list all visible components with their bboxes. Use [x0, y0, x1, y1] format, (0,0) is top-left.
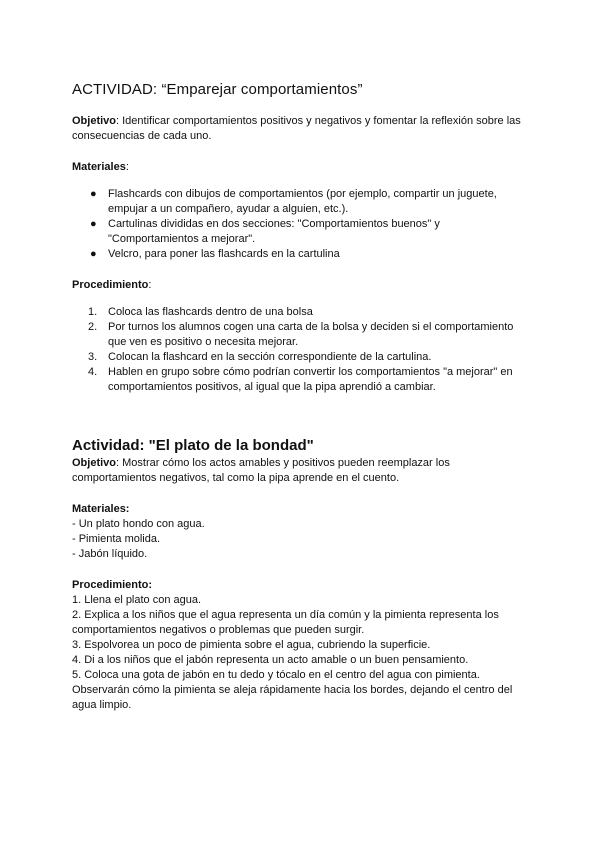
- activity2-materials-label: Materiales:: [72, 503, 130, 515]
- list-item: [88, 217, 532, 247]
- bullet-icon: ●: [90, 188, 97, 200]
- list-item-text: Flashcards con dibujos de comportamientos (por ejemplo, compartir un juguete, empujar a un compañero, ayudar a alguien, etc.).: [108, 188, 497, 215]
- activity1-procedure-colon: :: [148, 279, 152, 291]
- list-item: 3. Espolvorea un poco de pimienta sobre el agua, cubriendo la superficie.: [72, 639, 431, 651]
- list-item-text: Velcro, para poner las flashcards en la cartulina: [108, 248, 340, 260]
- list-item: - Un plato hondo con agua.: [72, 518, 205, 530]
- list-item: [88, 320, 532, 350]
- list-item: [88, 305, 532, 320]
- step-text: Hablen en grupo sobre cómo podrían convertir los comportamientos "a mejorar" en comportamientos positivos, al igual que la pipa aprendió a cambiar.: [108, 366, 513, 393]
- activity1-title: ACTIVIDAD: “Emparejar comportamientos”: [72, 81, 363, 98]
- activity1-procedure-list: [88, 305, 532, 395]
- activity1-materials-label: Materiales: [72, 161, 126, 173]
- list-item: [88, 187, 532, 217]
- activity1-materials-heading: [72, 160, 532, 175]
- list-item: 2. Explica a los niños que el agua representa un día común y la pimienta representa los comportamientos negativos o problemas que pueden surgir.: [72, 609, 499, 636]
- list-item: 5. Coloca una gota de jabón en tu dedo y tócalo en el centro del agua con pimienta. Observarán cómo la pimienta se aleja rápidamente hacia los bordes, dejando el centro del agua limpio.: [72, 669, 513, 711]
- list-item: [88, 247, 532, 262]
- list-item: - Jabón líquido.: [72, 548, 148, 560]
- step-text: Por turnos los alumnos cogen una carta de la bolsa y deciden si el comportamiento que ven es positivo o necesita mejorar.: [108, 321, 514, 348]
- bullet-icon: ●: [90, 218, 97, 230]
- activity1-procedure-label: Procedimiento: [72, 279, 149, 291]
- activity1-objective-label: Objetivo: [72, 115, 117, 127]
- document-content: [72, 80, 532, 713]
- bullet-icon: ●: [90, 248, 97, 260]
- step-number: 4.: [88, 366, 98, 378]
- step-number: 1.: [88, 306, 98, 318]
- activity1-objective: [72, 114, 532, 144]
- activity2-procedure-label: Procedimiento:: [72, 579, 153, 591]
- activity1-materials-colon: :: [125, 161, 129, 173]
- step-number: 3.: [88, 351, 98, 363]
- activity1-materials-list: [88, 187, 532, 262]
- step-number: 2.: [88, 321, 98, 333]
- step-text: Colocan la flashcard en la sección correspondiente de la cartulina.: [108, 351, 432, 363]
- activity2-objective: [72, 456, 532, 486]
- activity1-objective-text: : Identificar comportamientos positivos y negativos y fomentar la reflexión sobre las consecuencias de cada uno.: [72, 115, 521, 142]
- list-item: [88, 350, 532, 365]
- activity1-procedure-heading: [72, 278, 532, 293]
- list-item-text: Cartulinas divididas en dos secciones: "Comportamientos buenos" y "Comportamientos a mejorar".: [108, 218, 440, 245]
- list-item: 1. Llena el plato con agua.: [72, 594, 202, 606]
- step-text: Coloca las flashcards dentro de una bolsa: [108, 306, 313, 318]
- list-item: [88, 365, 532, 395]
- list-item: - Pimienta molida.: [72, 533, 161, 545]
- activity2-title: Actividad: "El plato de la bondad": [72, 437, 314, 454]
- activity2-objective-text: : Mostrar cómo los actos amables y positivos pueden reemplazar los comportamientos negativos, tal como la pipa aprende en el cuento.: [72, 457, 450, 484]
- activity2-objective-label: Objetivo: [72, 457, 117, 469]
- list-item: 4. Di a los niños que el jabón representa un acto amable o un buen pensamiento.: [72, 654, 469, 666]
